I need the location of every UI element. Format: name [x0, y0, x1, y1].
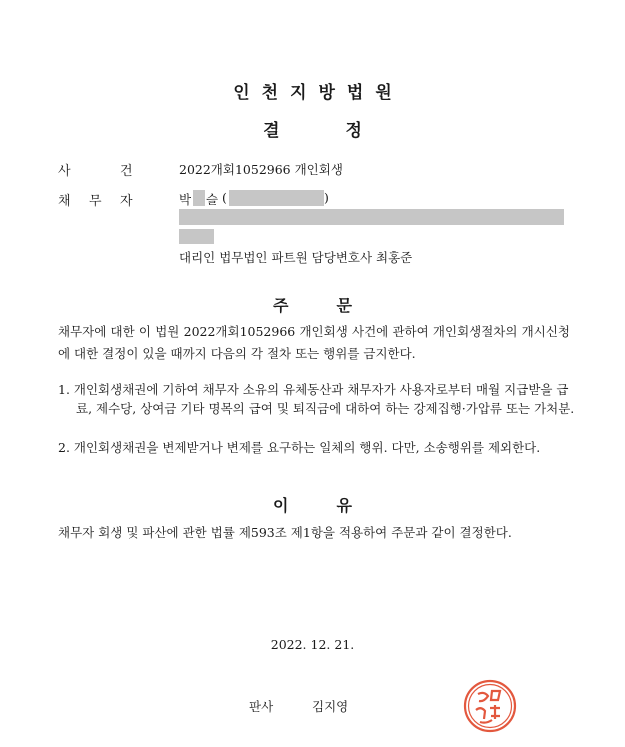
- order-section-heading: 주 문: [273, 296, 352, 315]
- document-title: [0, 116, 625, 141]
- debtor-agent: 대리인 법무법인 파트원 담당변호사 최홍준: [179, 250, 413, 265]
- court-decision-document: 인천지방법원 결 정 사 건 2022개회1052966 개인회생 채 무 자 박 슬 ( ) 대리인 법무법인 파트원 담당변호사 최홍준 주 문 채무자에 대한 이 법원 2022개회1052966 개인회생 사건에 관하여 개인회생절차의 개시신청에 대한 결정이 있을 때까지 다음의 각 절차 또는 행위를 금지한다. 1. 개인회생채권에 기하여 채무자 소유의 유체동산과 채무자가 사용자로부터 매월 지급받을 급료, 제수당, 상여금 기타 명목의 급여 및 퇴직금에 대하여 하는 강제집행·가압류 또는 가처분. 2. 개인회생채권을 변제받거나 변제를 요구하는 일체의 행위. 다만, 소송행위를 제외한다. 이 유 채무자 회생 및 파산에 관한 법률 제593조 제1항을 적용하여 주문과 같이 결정한다. 2022. 12. 21. 판사 김지영: [0, 0, 625, 747]
- decision-date: 2022. 12. 21.: [270, 637, 355, 652]
- reason-paragraph: 채무자 회생 및 파산에 관한 법률 제593조 제1항을 적용하여 주문과 같이 결정한다.: [58, 525, 512, 540]
- court-name: 인천지방법원: [233, 83, 404, 103]
- debtor-name-first: 박: [179, 192, 192, 207]
- redacted-address-line-2: [179, 229, 214, 244]
- redacted-name-char: [193, 190, 205, 206]
- order-item-2: 2. 개인회생채권을 변제받거나 변제를 요구하는 일체의 행위. 다만, 소송행위를 제외한다.: [58, 440, 541, 455]
- case-value: 2022개회1052966 개인회생: [179, 162, 343, 177]
- judge-title: 판사: [249, 699, 274, 714]
- redacted-address-line-1: [179, 209, 564, 225]
- reason-section-heading: 이 유: [273, 496, 352, 515]
- order-paragraph: 채무자에 대한 이 법원 2022개회1052966 개인회생 사건에 관하여 개인회생절차의 개시신청에 대한 결정이 있을 때까지 다음의 각 절차 또는 행위를 금지한다.: [58, 324, 570, 361]
- document-title-first: 결: [263, 121, 280, 141]
- document-title-second: 정: [345, 121, 362, 141]
- debtor-paren-open: (: [222, 190, 227, 205]
- redacted-id-number: [229, 190, 324, 206]
- debtor-paren-close: ): [324, 190, 329, 205]
- judge-name: 김지영: [312, 699, 349, 714]
- debtor-name-last: 슬: [206, 192, 219, 207]
- court-seal-stamp: [462, 678, 518, 734]
- order-item-1: 1. 개인회생채권에 기하여 채무자 소유의 유체동산과 채무자가 사용자로부터 매월 지급받을 급료, 제수당, 상여금 기타 명목의 급여 및 퇴직금에 대하여 하는 강제집행·가압류 또는 가처분.: [58, 382, 575, 416]
